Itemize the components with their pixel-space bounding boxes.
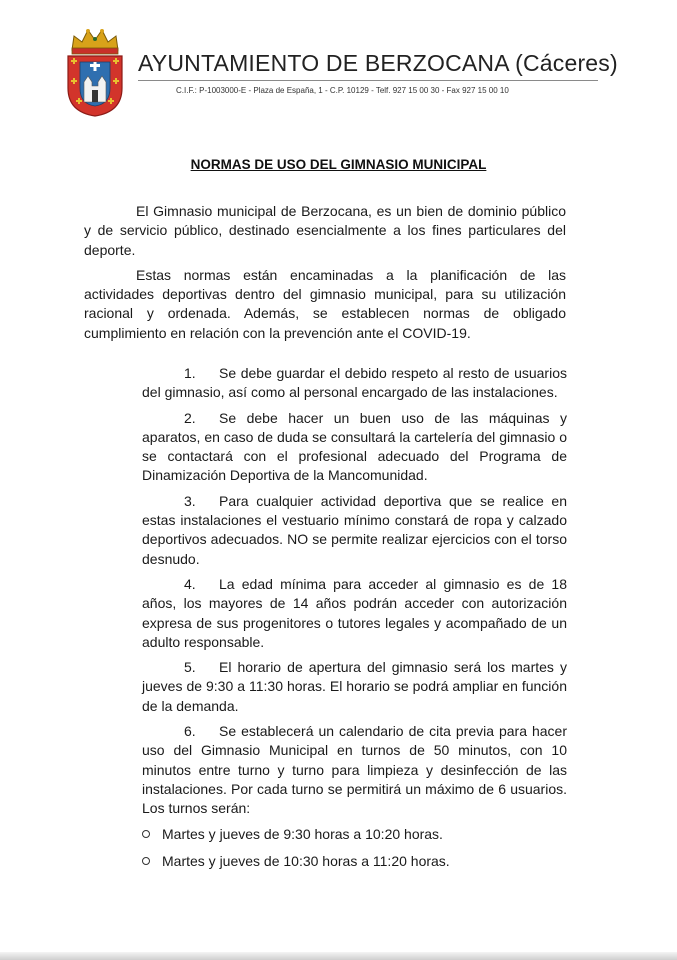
contact-details: C.I.F.: P-1003000-E - Plaza de España, 1 - C.P. 10129 - Telf. 927 15 00 30 - Fax 927 15 00 10 — [176, 86, 509, 95]
rule-text: El horario de apertura del gimnasio será los martes y jueves de 9:30 a 11:30 horas. El horario se podrá ampliar en función de la demanda. — [142, 659, 567, 714]
rule-text: Para cualquier actividad deportiva que se realice en estas instalaciones el vestuario mínimo constará de ropa y calzado deportivos adecuados. NO se permite realizar ejercicios con el torso desnudo. — [142, 492, 567, 567]
turno-item — [162, 825, 567, 844]
rule-number: 3. — [184, 492, 196, 509]
rule-item — [142, 492, 567, 569]
coat-of-arms-icon — [64, 26, 126, 118]
rule-item — [142, 575, 567, 652]
rule-text: La edad mínima para acceder al gimnasio es de 18 años, los mayores de 14 años podrán acceder con autorización expresa de sus progenitores o tutores legales y acompañado de un adulto responsable. — [142, 575, 567, 650]
page-bottom-edge — [0, 952, 677, 960]
turno-item — [162, 852, 567, 871]
rule-number: 6. — [184, 723, 196, 740]
rules-list — [142, 364, 567, 879]
rule-text: Se debe hacer un buen uso de las máquinas y aparatos, en caso de duda se consultará la cartelería del gimnasio o se contactará con el profesional adecuado del Programa de Dinamización Deportiva de la Mancomunidad. — [142, 409, 567, 484]
rule-number: 4. — [184, 575, 196, 592]
rule-number: 1. — [184, 365, 196, 381]
intro-paragraph: Estas normas están encaminadas a la planificación de las actividades deportivas dentro del gimnasio municipal, para su utilización racional y ordenada. Además, se establecen normas de obligado cumplimiento en relación con la prevención ante el COVID-19. — [84, 266, 566, 341]
rule-text: Se establecerá un calendario de cita previa para hacer uso del Gimnasio Municipal en turnos de 50 minutos, con 10 minutos entre turno y turno para limpieza y desinfección de las instalaciones. Por cada turno se permitirá un máximo de 6 usuarios. Los turnos serán: — [142, 723, 567, 817]
turno-text: Martes y jueves de 9:30 horas a 10:20 horas. — [162, 825, 443, 842]
circle-bullet-icon — [142, 830, 150, 838]
turnos-list — [142, 825, 567, 872]
intro-paragraph: El Gimnasio municipal de Berzocana, es un bien de dominio público y de servicio público, destinado esencialmente a los fines particulares del deporte. — [84, 203, 566, 258]
intro-section — [84, 202, 566, 349]
rule-item — [142, 722, 567, 818]
rule-item — [142, 658, 567, 716]
header-divider — [138, 80, 598, 81]
organization-name: AYUNTAMIENTO DE BERZOCANA (Cáceres) — [138, 50, 618, 76]
rule-number: 5. — [184, 659, 196, 676]
circle-bullet-icon — [142, 857, 150, 865]
rule-number: 2. — [184, 409, 196, 426]
turno-text: Martes y jueves de 10:30 horas a 11:20 horas. — [162, 852, 450, 869]
rule-item — [142, 364, 567, 403]
document-title: NORMAS DE USO DEL GIMNASIO MUNICIPAL — [190, 157, 487, 172]
rule-item — [142, 409, 567, 486]
rule-text: Se debe guardar el debido respeto al resto de usuarios del gimnasio, así como al personal encargado de las instalaciones. — [142, 365, 567, 401]
